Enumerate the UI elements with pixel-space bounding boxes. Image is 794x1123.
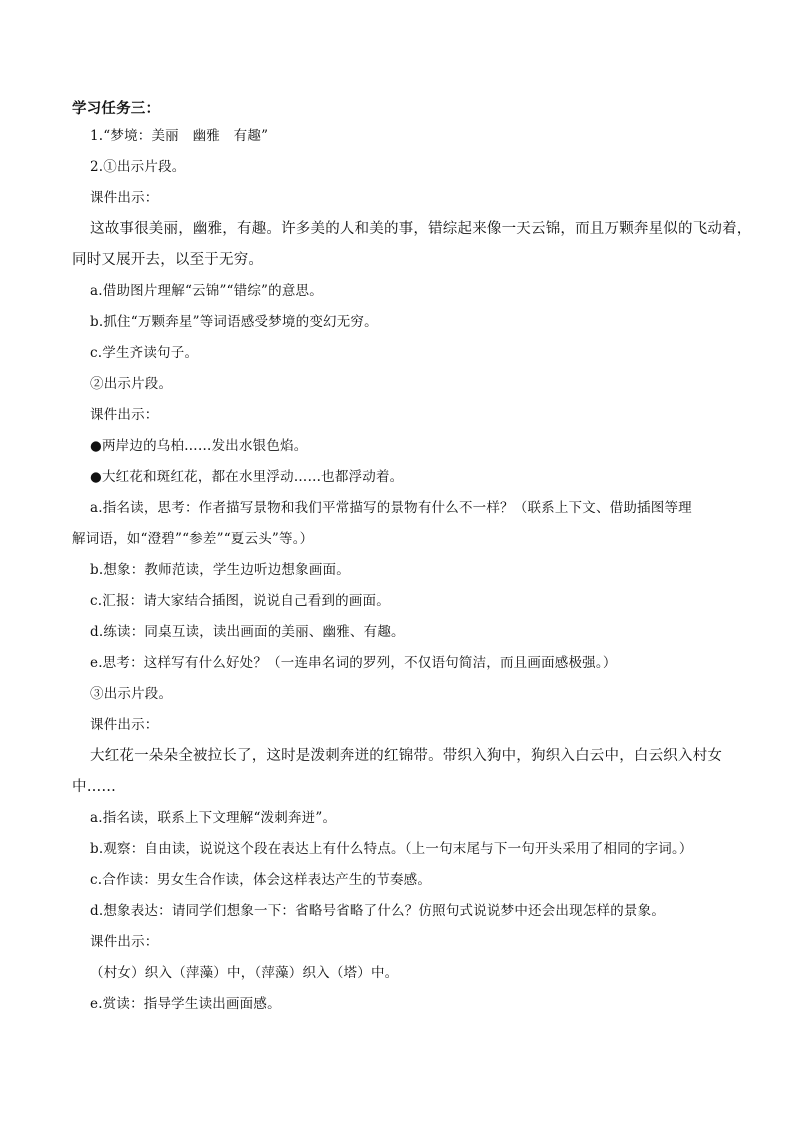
list-item: 解词语，如“澄碧”“参差”“夏云头”等。） — [72, 531, 314, 547]
list-item: d.练读：同桌互读，读出画面的美丽、幽雅、有趣。 — [90, 624, 405, 640]
excerpt-text: 这故事很美丽，幽雅，有趣。许多美的人和美的事，错综起来像一天云锦，而且万颗奔星似的飞动着， — [90, 221, 752, 237]
list-item: b.想象：教师范读，学生边听边想象画面。 — [90, 562, 350, 578]
list-item: ②出示片段。 — [90, 376, 173, 392]
courseware-label: 课件出示： — [90, 717, 159, 733]
list-item: a.指名读，联系上下文理解“泼刺奔迸”。 — [90, 810, 337, 826]
excerpt-text: 同时又展开去，以至于无穷。 — [72, 252, 264, 268]
list-item: c.合作读：男女生合作读，体会这样表达产生的节奏感。 — [90, 872, 432, 888]
list-item: a.指名读，思考：作者描写景物和我们平常描写的景物有什么不一样？（联系上下文、借助插图等理 — [90, 500, 692, 516]
excerpt-text: 中…… — [72, 779, 117, 795]
list-item: e.思考：这样写有什么好处？（一连串名词的罗列，不仅语句简洁，而且画面感极强。） — [90, 655, 617, 671]
courseware-label: 课件出示： — [90, 934, 159, 950]
bullet-item: ●两岸边的乌柏……发出水银色焰。 — [90, 438, 308, 454]
list-item: c.学生齐读句子。 — [90, 345, 199, 361]
bullet-item: ●大红花和斑红花，都在水里浮动……也都浮动着。 — [90, 469, 404, 485]
list-item: d.想象表达：请同学们想象一下：省略号省略了什么？仿照句式说说梦中还会出现怎样的景象。 — [90, 903, 666, 919]
courseware-label: 课件出示： — [90, 190, 159, 206]
list-item: （村女）织入（萍藻）中，（萍藻）织入（塔）中。 — [90, 965, 399, 981]
list-item: 2.①出示片段。 — [90, 159, 186, 175]
list-item: b.抓住“万颗奔星”等词语感受梦境的变幻无穷。 — [90, 314, 378, 330]
excerpt-text: 大红花一朵朵全被拉长了，这时是泼刺奔迸的红锦带。带织入狗中，狗织入白云中，白云织入村女 — [90, 748, 723, 764]
list-item: a.借助图片理解“云锦”“错综”的意思。 — [90, 283, 323, 299]
list-item: e.赏读：指导学生读出画面感。 — [90, 996, 281, 1012]
section-heading: 学习任务三： — [72, 100, 161, 117]
list-item: c.汇报：请大家结合插图，说说自己看到的画面。 — [90, 593, 390, 609]
list-item: 1.“梦境：美丽 幽雅 有趣” — [90, 128, 269, 144]
list-item: ③出示片段。 — [90, 686, 173, 702]
courseware-label: 课件出示： — [90, 407, 159, 423]
list-item: b.观察：自由读，说说这个段在表达上有什么特点。（上一句末尾与下一句开头采用了相同的字词。） — [90, 841, 693, 857]
